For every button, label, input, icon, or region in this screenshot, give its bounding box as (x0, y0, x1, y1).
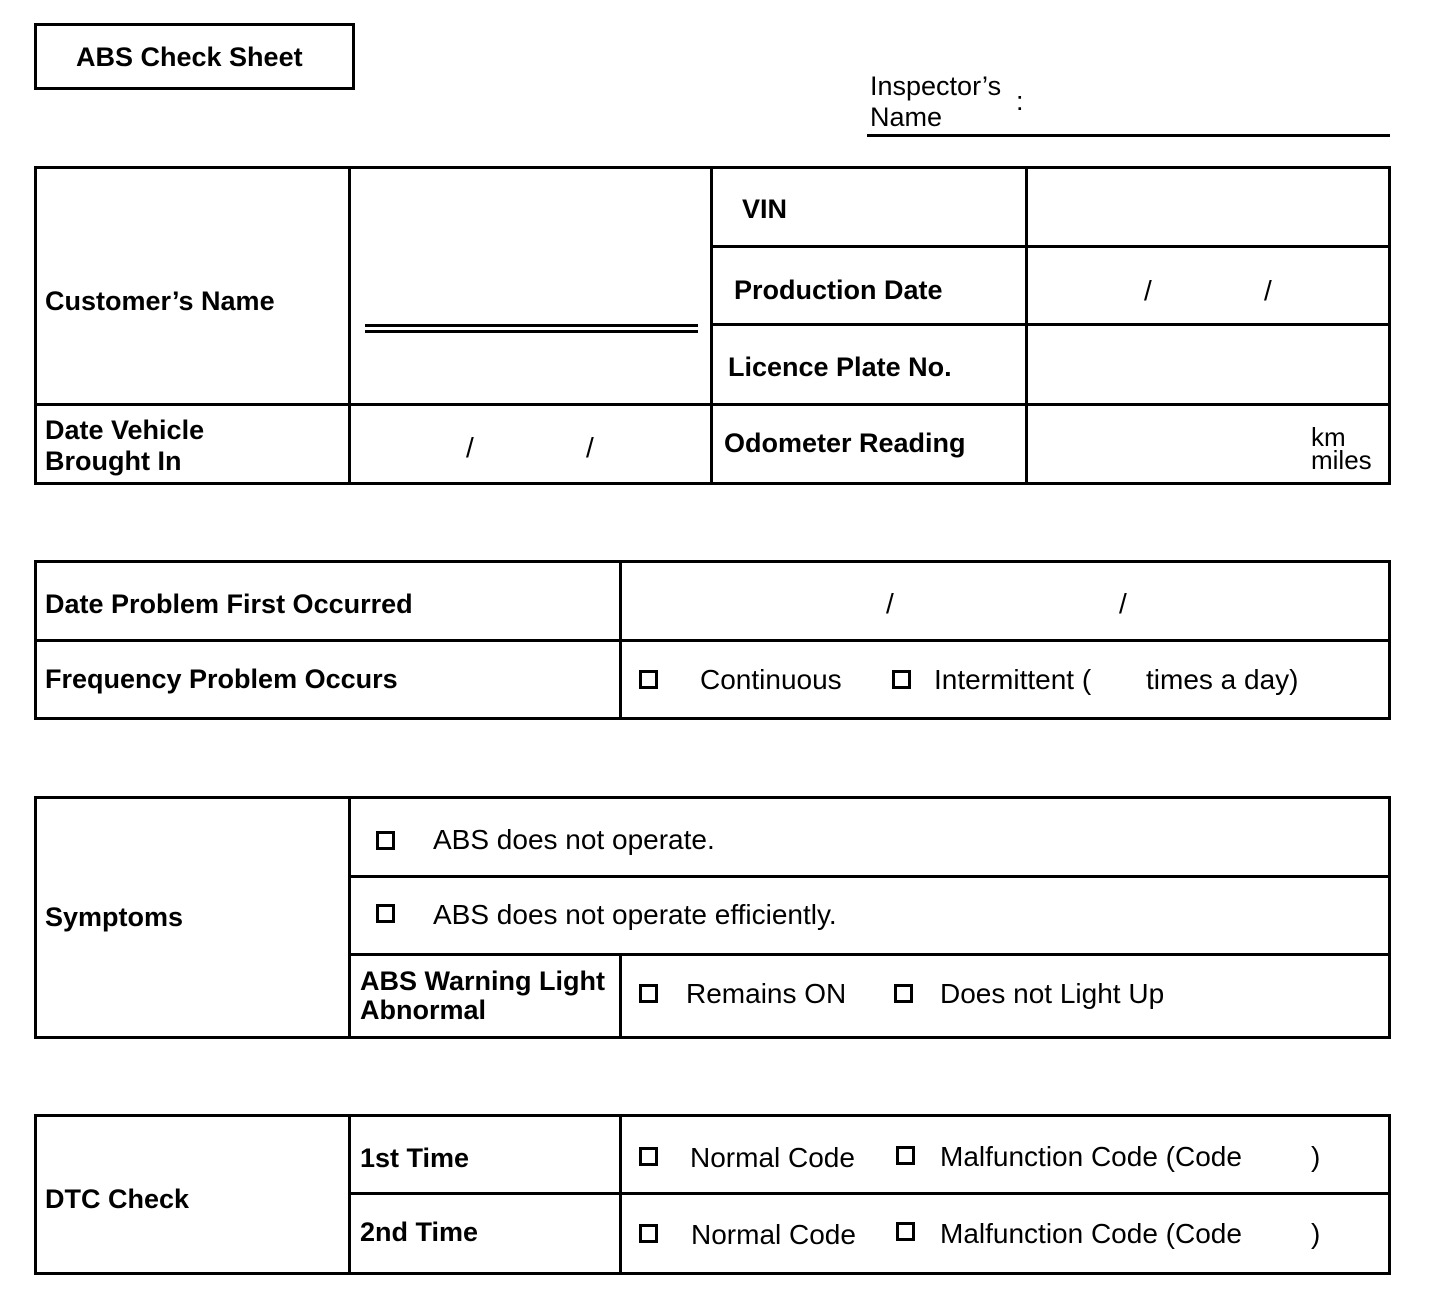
times-a-day-label: times a day) (1146, 664, 1299, 695)
odometer-unit-km: km (1311, 422, 1346, 452)
frequency-label: Frequency Problem Occurs (45, 664, 398, 694)
licence-plate-label: Licence Plate No. (728, 352, 952, 382)
first-normal-code-option: Normal Code (690, 1142, 855, 1173)
odometer-unit-miles: miles (1311, 445, 1372, 475)
vin-label: VIN (742, 194, 788, 224)
second-malfunction-code-field[interactable] (1250, 1214, 1306, 1252)
customer-name-field-underline (365, 330, 698, 333)
odometer-field[interactable] (1028, 406, 1298, 482)
divider (348, 1192, 1391, 1195)
second-normal-code-option: Normal Code (691, 1219, 856, 1250)
abs-not-efficient-checkbox[interactable] (376, 904, 395, 923)
does-not-light-checkbox[interactable] (894, 984, 913, 1003)
abs-not-operate-option: ABS does not operate. (433, 824, 715, 855)
customer-name-label: Customer’s Name (45, 286, 275, 316)
date-brought-in-field[interactable] (351, 406, 710, 482)
second-malfunction-code-checkbox[interactable] (896, 1222, 915, 1241)
first-malfunction-code-field[interactable] (1250, 1138, 1306, 1176)
divider (348, 953, 1391, 956)
times-a-day-field[interactable] (1092, 660, 1140, 698)
continuous-checkbox[interactable] (639, 670, 658, 689)
remains-on-checkbox[interactable] (639, 984, 658, 1003)
inspector-name-field[interactable] (867, 134, 1390, 137)
first-close-paren: ) (1311, 1141, 1321, 1172)
divider (619, 953, 622, 1039)
date-first-occurred-slash-1: / (886, 588, 894, 619)
inspector-label-line2: Name (870, 102, 943, 132)
divider (348, 875, 1391, 878)
date-brought-in-slash-1: / (466, 432, 474, 463)
continuous-option: Continuous (700, 664, 842, 695)
inspector-label-line1: Inspector’s (870, 71, 1002, 101)
date-first-occurred-label: Date Problem First Occurred (45, 589, 413, 619)
second-close-paren: ) (1311, 1218, 1321, 1249)
date-first-occurred-slash-2: / (1119, 588, 1127, 619)
warning-light-label-line2: Abnormal (360, 995, 487, 1025)
intermittent-checkbox[interactable] (892, 670, 911, 689)
second-malfunction-code-option: Malfunction Code (Code (940, 1218, 1242, 1249)
second-normal-code-checkbox[interactable] (639, 1224, 658, 1243)
divider (34, 639, 1391, 642)
vin-field[interactable] (1028, 169, 1388, 245)
licence-plate-field[interactable] (1028, 326, 1388, 403)
dtc-check-label: DTC Check (45, 1184, 190, 1214)
customer-name-field[interactable] (365, 324, 698, 327)
intermittent-option: Intermittent ( (934, 664, 1092, 695)
first-time-label: 1st Time (360, 1143, 470, 1173)
abs-not-operate-checkbox[interactable] (376, 831, 395, 850)
date-first-occurred-field[interactable] (622, 563, 1388, 639)
divider (348, 796, 351, 1039)
production-date-field[interactable] (1028, 248, 1388, 323)
symptoms-label: Symptoms (45, 902, 184, 932)
inspector-colon: : (1016, 86, 1024, 116)
date-brought-in-slash-2: / (586, 432, 594, 463)
warning-light-label-line1: ABS Warning Light (360, 966, 605, 996)
first-normal-code-checkbox[interactable] (639, 1147, 658, 1166)
remains-on-option: Remains ON (686, 978, 847, 1009)
does-not-light-option: Does not Light Up (940, 978, 1165, 1009)
production-date-slash-1: / (1144, 275, 1152, 306)
second-time-label: 2nd Time (360, 1217, 479, 1247)
date-brought-in-label-line1: Date Vehicle (45, 415, 205, 445)
production-date-slash-2: / (1264, 275, 1272, 306)
production-date-label: Production Date (734, 275, 943, 305)
date-brought-in-label-line2: Brought In (45, 446, 182, 476)
first-malfunction-code-checkbox[interactable] (896, 1146, 915, 1165)
abs-not-efficient-option: ABS does not operate efficiently. (433, 899, 837, 930)
first-malfunction-code-option: Malfunction Code (Code (940, 1141, 1242, 1172)
page-title: ABS Check Sheet (76, 42, 303, 72)
odometer-label: Odometer Reading (724, 428, 966, 458)
